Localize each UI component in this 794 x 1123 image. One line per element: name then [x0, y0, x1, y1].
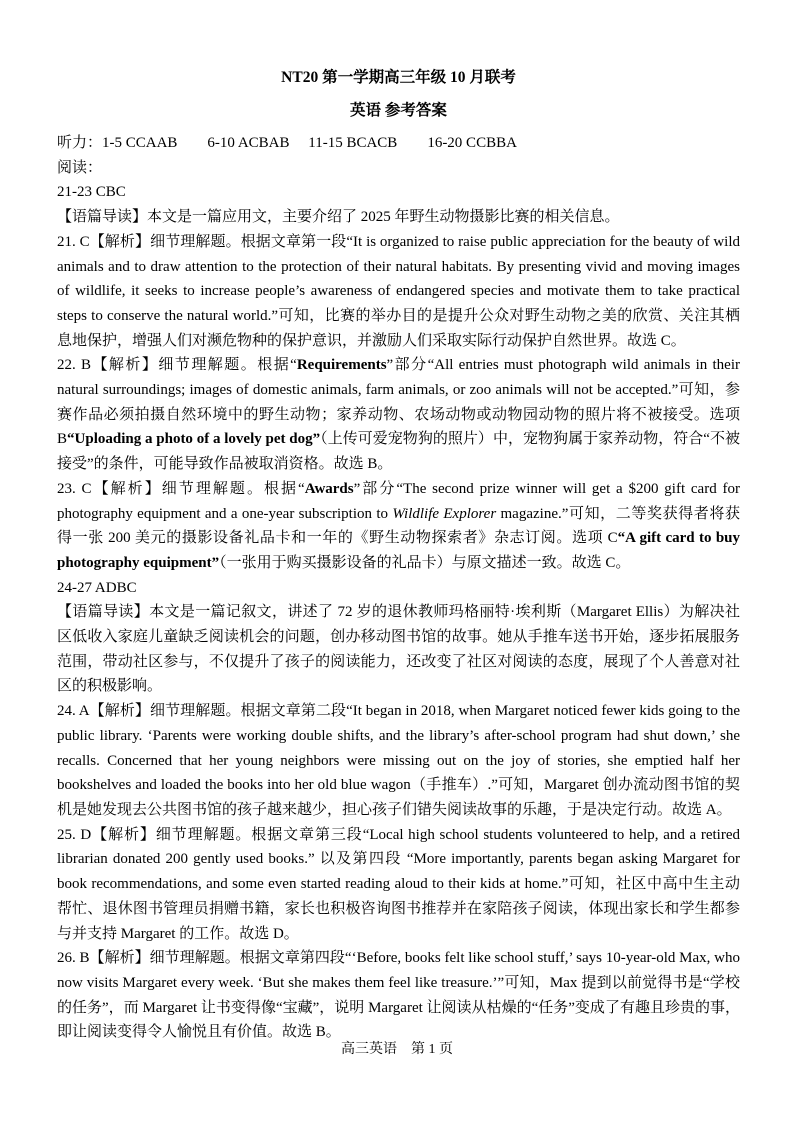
page-subtitle: 英语 参考答案: [350, 102, 447, 119]
page-footer: 高三英语 第 1 页: [341, 1042, 453, 1057]
explanation-24: 24. A【解析】细节理解题。根据文章第二段“It began in 2018, when Margaret noticed fewer kids going to the public library. ‘Parents were working double shifts, and the library’s after-school program had shut down,’ she recalls. Concerned that her young neighbors were missing out on the joy of stories, she emptied half her bookshelves and loaded the books into her old blue wagon（手推车）.”可知，Margaret 创办流动图书馆的契机是她发现去公共图书馆的孩子越来越少，担心孩子们错失阅读故事的乐趣，于是决定行动。故选 A。: [57, 703, 740, 818]
answers-24-27: 24-27 ADBC: [57, 579, 137, 596]
explanation-25: 25. D【解析】细节理解题。根据文章第三段“Local high school students volunteered to help, and a retired librarian donated 200 gently used books.” 以及第四段 “More importantly, parents began asking Margaret for book recommendations, and some even started reading aloud to their kids at home.”可知，社区中高中生主动帮忙、退休图书管理员捐赠书籍，家长也积极咨询图书推荐并在家陪孩子阅读，体现出家长和学生都参与并支持 Margaret 的工作。故选 D。: [57, 826, 740, 942]
page-title: NT20 第一学期高三年级 10 月联考: [281, 69, 516, 86]
explanation-22: 22. B【解析】细节理解题。根据“Requirements”部分“All entries must photograph wild animals in their natural surroundings; images of domestic animals, farm animals, or zoo animals will not be accepted.”可知，参赛作品必须拍摄自然环境中的野生动物；家养动物、农场动物或动物园动物的照片将不被接受。选项 B“Uploading a photo of a lovely pet dog”（上传可爱宠物狗的照片）中，宠物狗属于家养动物，符合“不被接受”的条件，可能导致作品被取消资格。故选 B。: [57, 357, 740, 473]
explanation-26: 26. B【解析】细节理解题。根据文章第四段“‘Before, books felt like school stuff,’ says 10-year-old Max, who now visits Margaret every week. ‘But she makes them feel like treasure.’”可知，Max 提到以前觉得书是“学校的任务”，而 Margaret 让书变得像“宝藏”，说明 Margaret 让阅读从枯燥的“任务”变成了有趣且珍贵的事，即让阅读变得令人愉悦且有价值。故选 B。: [57, 950, 740, 1041]
explanation-23: 23. C【解析】细节理解题。根据“Awards”部分“The second prize winner will get a $200 gift card for photography equipment and a one-year subscription to Wildlife Explorer magazine.”可知，二等奖获得者将获得一张 200 美元的摄影设备礼品卡和一年的《野生动物探索者》杂志订阅。选项 C“A gift card to buy photography equipment”（一张用于购买摄影设备的礼品卡）与原文描述一致。故选 C。: [57, 480, 741, 571]
passage-guide-2: 【语篇导读】本文是一篇记叙文，讲述了 72 岁的退休教师玛格丽特·埃利斯（Margaret Ellis）为解决社区低收入家庭儿童缺乏阅读机会的问题，创办移动图书馆的故事。她从手推车送书开始，逐步拓展服务范围，带动社区参与，不仅提升了孩子的阅读能力，还改变了社区对阅读的态度，展现了个人善意对社区的积极影响。: [57, 604, 740, 695]
listening-answers: 听力：1-5 CCAAB 6-10 ACBAB 11-15 BCACB 16-20 CCBBA: [57, 135, 517, 151]
explanation-21: 21. C【解析】细节理解题。根据文章第一段“It is organized to raise public appreciation for the beauty of wild animals and to draw attention to the protection of their natural habitats. By presenting vivid and moving images of wildlife, it seeks to increase people’s awareness of endangered species and motivate them to take practical steps to conserve the natural world.”可知，比赛的举办目的是提升公众对野生动物之美的欣赏、关注其栖息地保护，增强人们对濒危物种的保护意识，并激励人们采取实际行动保护自然世界。故选 C。: [57, 233, 740, 349]
reading-label: 阅读：: [57, 159, 103, 176]
answers-21-23: 21-23 CBC: [57, 184, 126, 201]
passage-guide-1: 【语篇导读】本文是一篇应用文，主要介绍了 2025 年野生动物摄影比赛的相关信息。: [57, 209, 620, 226]
